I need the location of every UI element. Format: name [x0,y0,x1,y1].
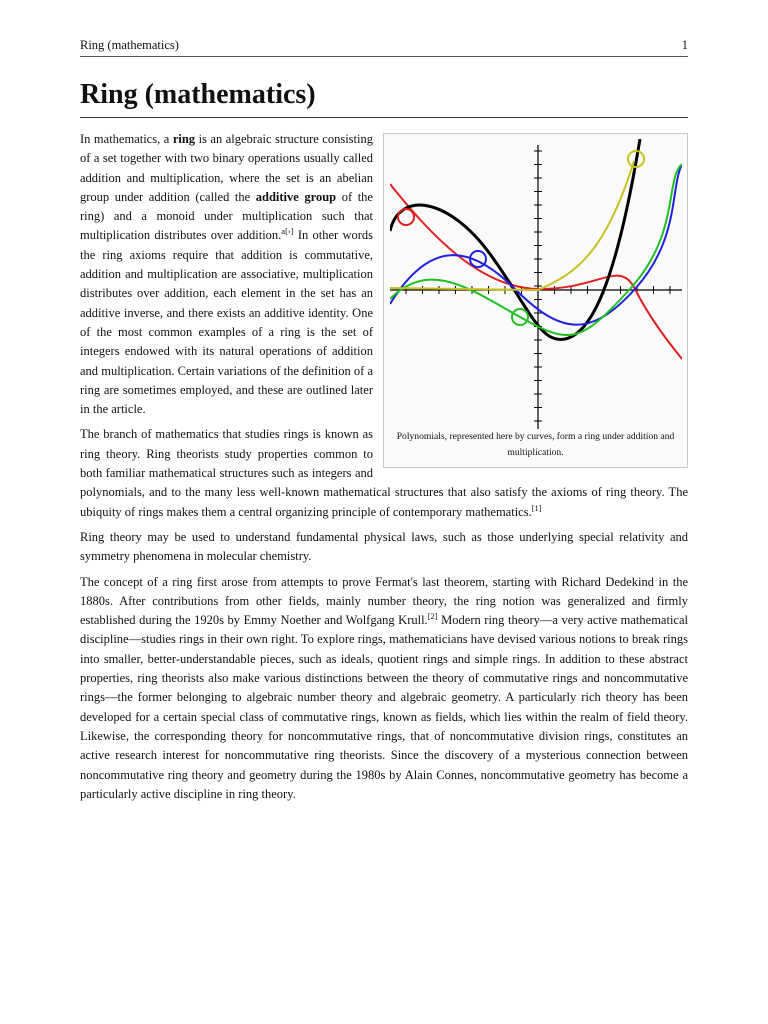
title-rule [80,117,688,118]
curves [390,139,682,359]
ring-theory-paragraph: The branch of mathematics that studies rings is known as ring theory. Ring theorists study properties common to both familiar mathematical structures such as integers and polynomials, and to the many less well-known mathematical structures that also satisfy the axioms of ring theory. The ubiquity of rings makes them a central organizing principle of contemporary mathematics.[1] [80,427,688,519]
green-curve [390,164,682,335]
polynomial-figure [383,133,688,468]
figure-caption: Polynomials, represented here by curves, form a ring under addition and multiplication. [396,431,675,458]
header-rule [80,56,688,57]
axes [390,145,682,429]
article-content [80,130,688,810]
red-curve [390,184,682,359]
physics-paragraph: Ring theory may be used to understand fundamental physical laws, such as those underlying special relativity and symmetry phenomena in molecular chemistry. [80,529,688,564]
black-curve [390,139,640,339]
history-paragraph: The concept of a ring first arose from attempts to prove Fermat's last theorem, starting with Richard Dedekind in the 1880s. After contributions from other fields, mainly number theory, the ring notion was generalized and firmly established during the 1920s by Emmy Noether and Wolfgang Krull.[2] Modern ring theory—a very active mathematical discipline—studies rings in their own right. To explore rings, mathematicians have devised various notions to break rings into smaller, better-understandable pieces, such as ideals, quotient rings and simple rings. In addition to these abstract properties, ring theorists also make various distinctions between the theory of commutative rings and noncommutative rings—the former belonging to algebraic number theory and algebraic geometry. A particularly rich theory has been developed for a certain special class of commutative rings, known as fields, which lies within the realm of field theory. Likewise, the corresponding theory for noncommutative rings, that of noncommutative division rings, constitutes an active research interest for noncommutative ring theorists. Since the discovery of a mysterious connection between noncommutative ring theory and geometry during the 1980s by Alain Connes, noncommutative geometry has become a particularly active discipline in ring theory. [80,574,688,801]
running-header [80,38,688,56]
blue-curve [390,164,682,325]
reference-link-2[interactable]: [2] [427,610,438,621]
page-title: Ring (mathematics) [80,79,316,110]
running-title: Ring (mathematics) [80,38,179,52]
term-ring: ring [172,132,196,146]
note-link[interactable]: a[›] [281,226,294,237]
page-number: 1 [681,38,688,52]
reference-link-1[interactable]: [1] [531,502,542,513]
intro-paragraph: In mathematics, a ring is an algebraic structure consisting of a set together with two binary operations usually called addition and multiplication, where the set is an abelian group under addition (called the additive group of the ring) and a monoid under multiplication such that multiplication distributes over addition.$^{a[›]}$ In other words the ring axioms require that addition is commutative, addition and multiplication are associative, multiplication distributes over addition, each element in the set has an additive inverse, and there exists an additive identity. One of the most common examples of a ring is the set of integers endowed with its natural operations of addition and multiplication. Certain variations of the definition of a ring are sometimes employed, and these are outlined later in the article. [80,132,373,417]
polynomial-curves-graphic [390,139,682,429]
term-additive-group: additive group [255,189,337,204]
red-marker [398,209,414,225]
